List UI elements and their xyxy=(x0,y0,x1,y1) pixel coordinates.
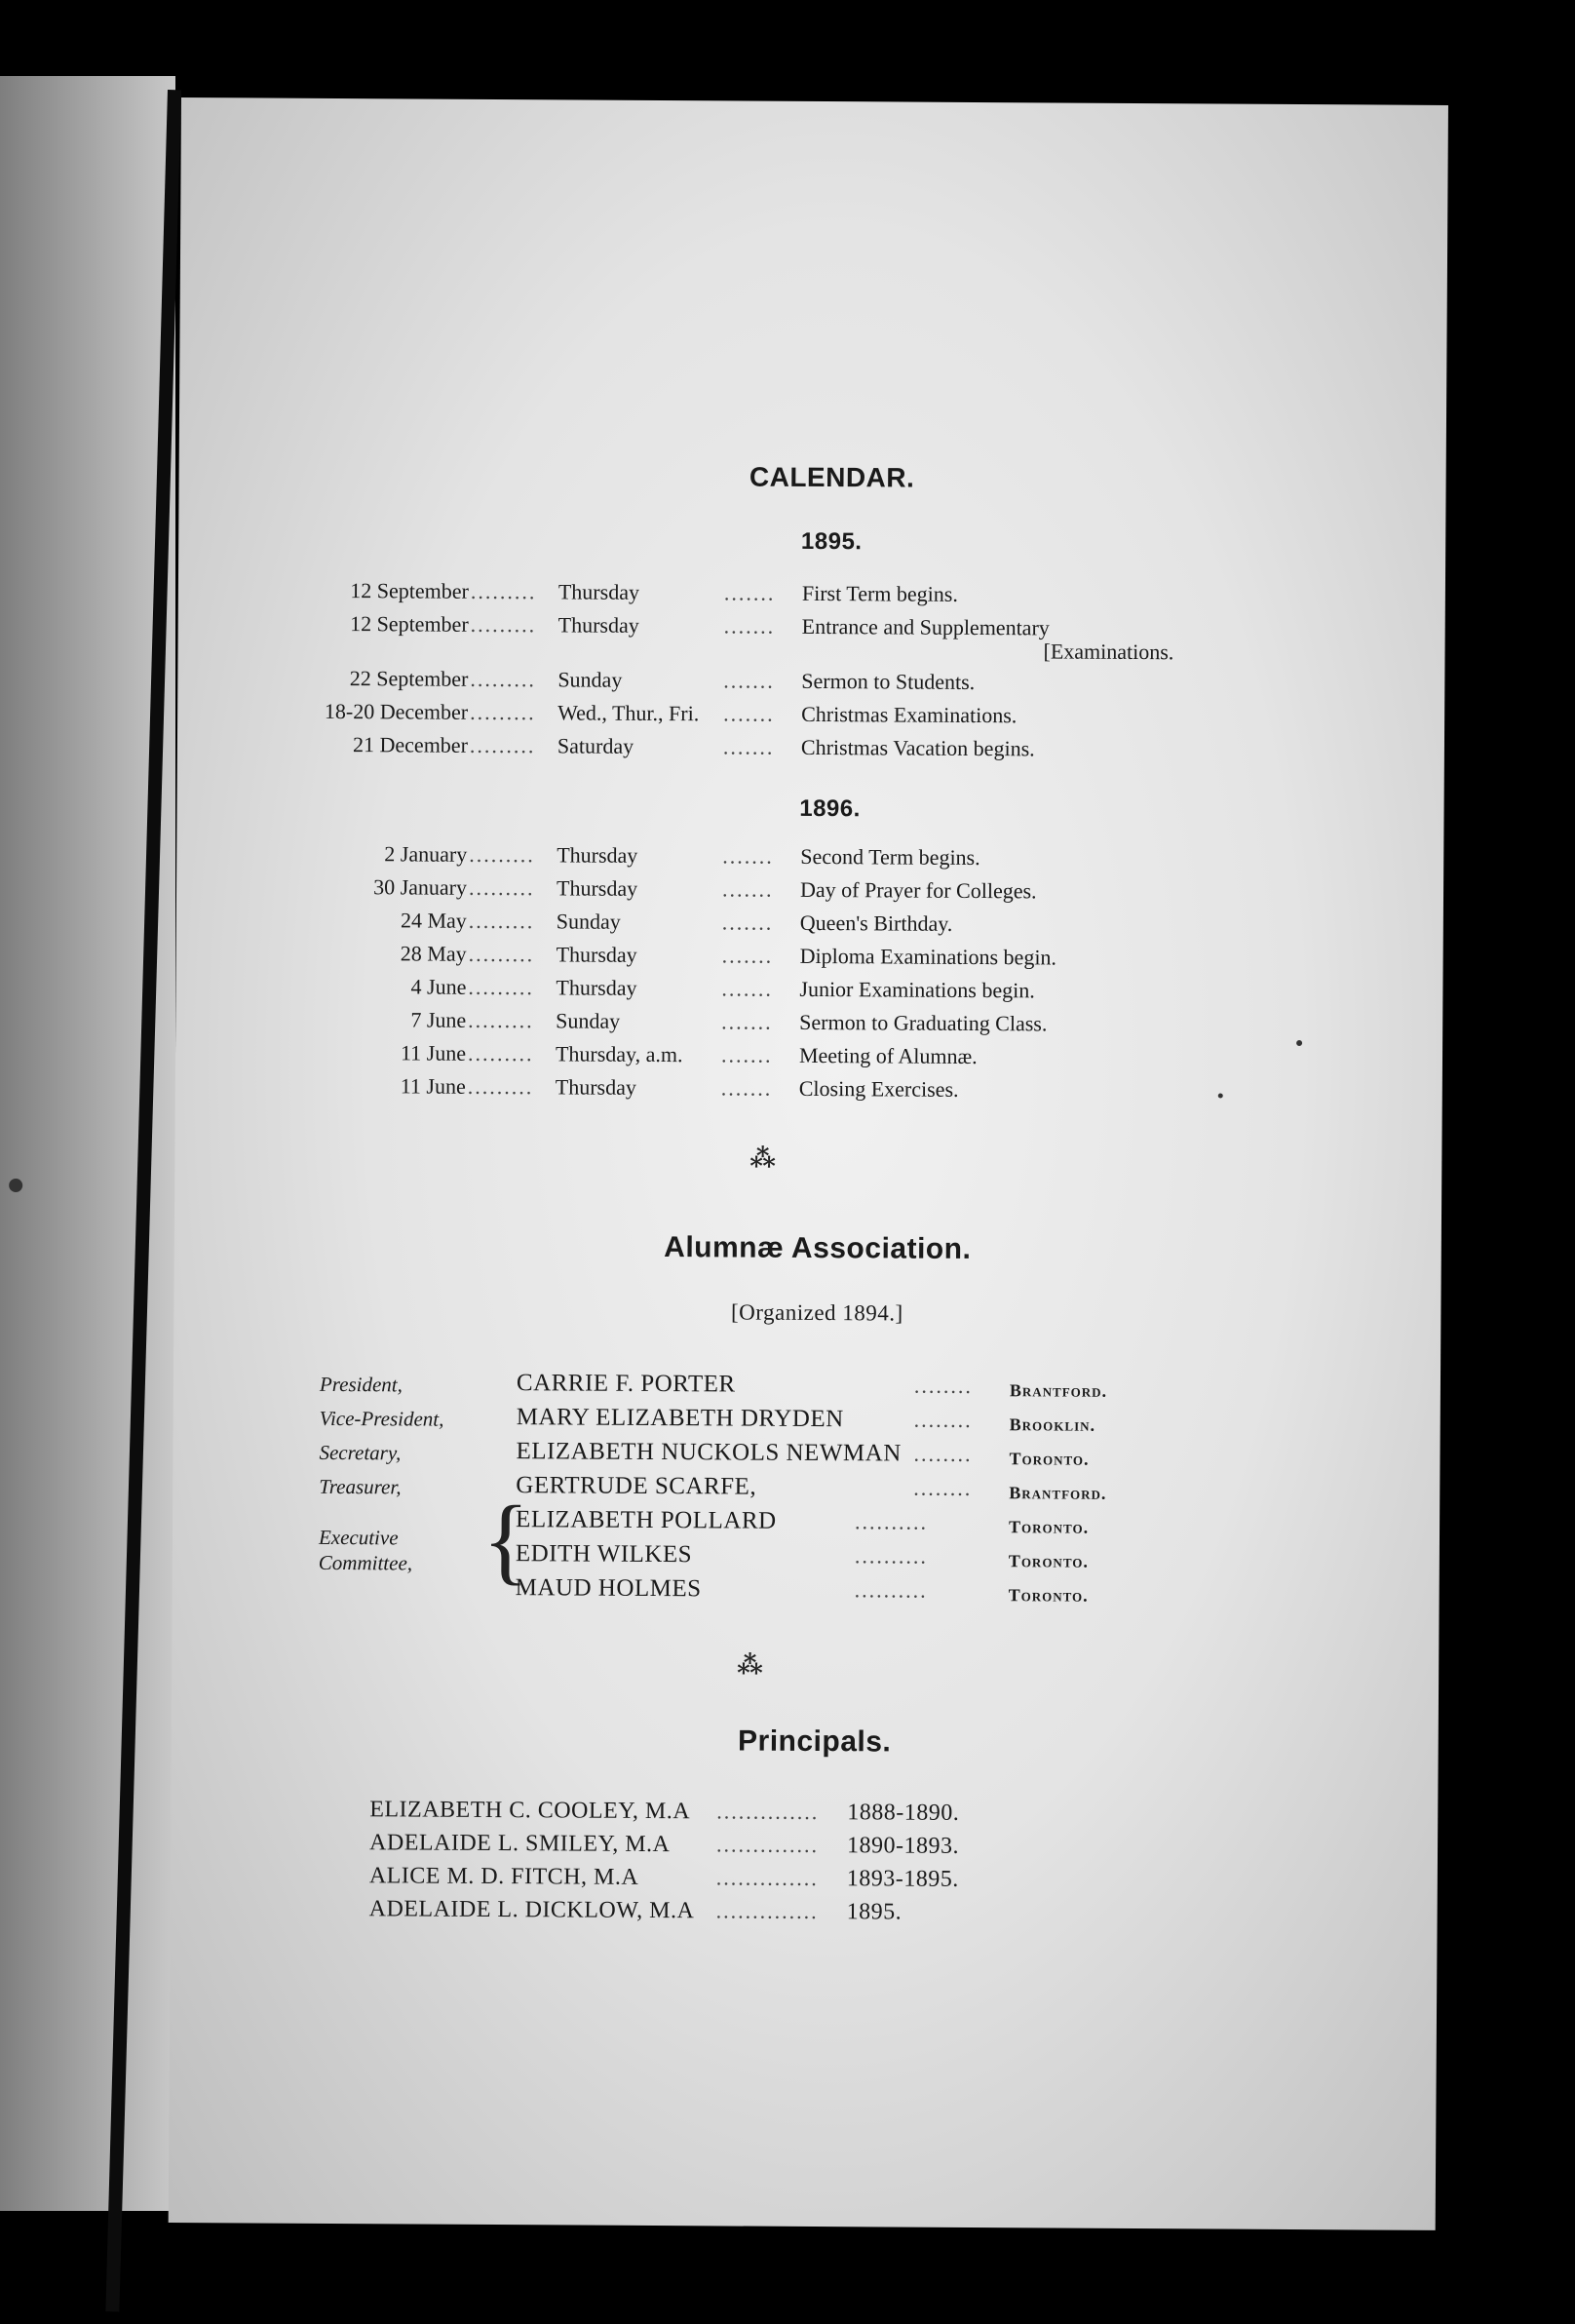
calendar-row xyxy=(175,971,1442,1008)
committee-label-2: Committee, xyxy=(318,1550,413,1575)
committee-town: Toronto. xyxy=(1008,1517,1090,1537)
leader-dots: ....... xyxy=(721,876,774,902)
calendar-event: Junior Examinations begin. xyxy=(799,976,1035,1003)
leader-dots: .............. xyxy=(715,1832,820,1858)
leader-dots: ......... xyxy=(469,732,536,758)
leader-dots: ......... xyxy=(467,1040,534,1066)
calendar-event: Day of Prayer for Colleges. xyxy=(799,876,1037,904)
leader-dots: ....... xyxy=(723,580,776,605)
officer-role: Vice-President, xyxy=(319,1406,444,1431)
committee-town: Toronto. xyxy=(1008,1585,1089,1606)
calendar-row xyxy=(175,1004,1442,1041)
principal-name: ALICE M. D. FITCH, M.A xyxy=(368,1863,639,1890)
committee-name: EDITH WILKES xyxy=(515,1540,693,1569)
leader-dots: ......... xyxy=(468,908,535,934)
page-content xyxy=(169,97,1448,2230)
calendar-day: Sunday xyxy=(556,1008,621,1033)
leader-dots: .............. xyxy=(715,1865,819,1891)
officer-name: GERTRUDE SCARFE, xyxy=(516,1472,757,1500)
leader-dots: ....... xyxy=(723,668,775,693)
calendar-date: 24 May xyxy=(400,908,467,933)
calendar-row xyxy=(178,575,1445,612)
calendar-day: Thursday xyxy=(556,875,638,901)
ornament-divider-2: ⁂ xyxy=(737,1650,763,1680)
principals-title: Principals. xyxy=(737,1724,892,1759)
calendar-row xyxy=(177,729,1444,766)
calendar-event: Christmas Examinations. xyxy=(801,701,1018,728)
committee-row xyxy=(173,1569,1440,1610)
calendar-event: Entrance and Supplementary xyxy=(801,613,1050,640)
calendar-day: Thursday xyxy=(557,579,640,604)
calendar-day: Thursday xyxy=(555,1074,636,1100)
leader-dots: .......... xyxy=(854,1543,928,1569)
officer-role: President, xyxy=(319,1372,403,1397)
calendar-event: Second Term begins. xyxy=(800,843,980,871)
calendar-year-1895: 1895. xyxy=(800,527,863,556)
calendar-day: Sunday xyxy=(557,667,623,692)
calendar-day: Thursday xyxy=(557,612,639,638)
leader-dots: .............. xyxy=(716,1799,820,1825)
principal-years: 1890-1893. xyxy=(846,1833,960,1859)
ornament-divider: ⁂ xyxy=(749,1143,777,1173)
officer-role: Treasurer, xyxy=(319,1474,402,1499)
leader-dots: .............. xyxy=(715,1898,819,1924)
committee-brace-icon: { xyxy=(481,1485,530,1595)
calendar-day: Saturday xyxy=(557,733,634,758)
calendar-day: Thursday xyxy=(557,842,638,868)
calendar-day: Thursday, a.m. xyxy=(555,1041,683,1067)
calendar-date: 12 September xyxy=(350,578,469,603)
calendar-event: Closing Exercises. xyxy=(798,1075,959,1102)
leader-dots: ....... xyxy=(722,734,775,759)
officer-town: Toronto. xyxy=(1009,1449,1090,1469)
calendar-day: Thursday xyxy=(556,942,637,967)
calendar-day: Wed., Thur., Fri. xyxy=(557,700,700,726)
leader-dots: ......... xyxy=(468,1007,534,1033)
calendar-event: First Term begins. xyxy=(801,580,958,606)
calendar-row xyxy=(175,1037,1442,1074)
calendar-date: 11 June xyxy=(400,1073,466,1099)
calendar-event: Queen's Birthday. xyxy=(799,910,953,936)
officer-name: MARY ELIZABETH DRYDEN xyxy=(516,1404,844,1433)
blemish xyxy=(9,1179,22,1192)
calendar-event: Diploma Examinations begin. xyxy=(799,943,1057,970)
leader-dots: ....... xyxy=(721,910,774,935)
calendar-title: CALENDAR. xyxy=(749,461,915,493)
committee-town: Toronto. xyxy=(1008,1551,1089,1571)
leader-dots: ....... xyxy=(720,1075,773,1101)
leader-dots: ......... xyxy=(468,974,535,1000)
leader-dots: ........ xyxy=(913,1407,973,1432)
calendar-date: 18-20 December xyxy=(324,698,469,724)
calendar-event: Christmas Vacation begins. xyxy=(800,734,1035,761)
calendar-row xyxy=(177,663,1444,700)
principal-row xyxy=(171,1891,1438,1932)
officer-name: CARRIE F. PORTER xyxy=(516,1370,736,1398)
calendar-event: Meeting of Alumnæ. xyxy=(798,1042,978,1069)
leader-dots: ....... xyxy=(721,976,774,1001)
leader-dots: ........ xyxy=(913,1441,973,1466)
leader-dots: ........ xyxy=(913,1373,974,1398)
leader-dots: ....... xyxy=(723,701,775,726)
calendar-date: 11 June xyxy=(400,1040,467,1065)
calendar-date: 22 September xyxy=(349,666,469,691)
leader-dots: ....... xyxy=(721,943,774,968)
principal-name: ADELAIDE L. DICKLOW, M.A xyxy=(368,1896,695,1924)
leader-dots: ......... xyxy=(470,578,537,604)
leader-dots: ......... xyxy=(469,841,535,868)
leader-dots: ......... xyxy=(468,874,535,901)
alumnae-title: Alumnæ Association. xyxy=(664,1231,972,1265)
principal-years: 1893-1895. xyxy=(846,1866,959,1892)
calendar-date: 28 May xyxy=(400,941,467,966)
calendar-row xyxy=(177,696,1444,733)
calendar-day: Thursday xyxy=(556,975,637,1000)
leader-dots: ......... xyxy=(470,699,536,725)
calendar-date: 12 September xyxy=(350,611,469,637)
leader-dots: ....... xyxy=(721,1009,773,1034)
calendar-date: 30 January xyxy=(373,874,468,900)
calendar-row xyxy=(176,838,1443,875)
calendar-date: 4 June xyxy=(410,974,467,999)
blemish xyxy=(1296,1040,1302,1046)
calendar-event: Sermon to Graduating Class. xyxy=(799,1009,1048,1036)
calendar-date: 21 December xyxy=(352,732,469,757)
leader-dots: ....... xyxy=(723,613,776,639)
principal-name: ADELAIDE L. SMILEY, M.A xyxy=(368,1830,671,1858)
calendar-date: 2 January xyxy=(384,841,468,867)
document-page xyxy=(169,97,1448,2230)
officer-role: Secretary, xyxy=(319,1440,402,1465)
leader-dots: ......... xyxy=(467,1073,534,1100)
officer-town: Brooklin. xyxy=(1009,1414,1096,1435)
principal-name: ELIZABETH C. COOLEY, M.A xyxy=(369,1797,691,1825)
leader-dots: ......... xyxy=(470,666,536,692)
calendar-row xyxy=(176,905,1443,942)
calendar-row xyxy=(176,938,1443,975)
officer-town: Brantford. xyxy=(1009,1483,1107,1503)
officer-town: Brantford. xyxy=(1009,1380,1108,1401)
committee-name: MAUD HOLMES xyxy=(515,1574,702,1603)
principal-years: 1888-1890. xyxy=(847,1800,960,1826)
calendar-row xyxy=(178,608,1445,645)
leader-dots: .......... xyxy=(854,1577,928,1603)
alumnae-organized: [Organized 1894.] xyxy=(730,1299,903,1326)
leader-dots: .......... xyxy=(855,1509,929,1534)
calendar-date: 7 June xyxy=(410,1007,467,1032)
committee-label-1: Executive xyxy=(318,1525,399,1550)
officer-name: ELIZABETH NUCKOLS NEWMAN xyxy=(516,1438,902,1467)
committee-name: ELIZABETH POLLARD xyxy=(516,1506,777,1534)
blemish xyxy=(1218,1094,1223,1099)
calendar-year-1896: 1896. xyxy=(799,794,861,823)
calendar-row xyxy=(175,1070,1442,1107)
leader-dots: ........ xyxy=(913,1475,973,1500)
calendar-event: Sermon to Students. xyxy=(801,668,976,694)
principal-years: 1895. xyxy=(846,1899,903,1925)
calendar-day: Sunday xyxy=(556,909,621,934)
leader-dots: ....... xyxy=(720,1042,773,1067)
leader-dots: ......... xyxy=(468,941,535,967)
calendar-continuation: [Examinations. xyxy=(1043,639,1174,665)
leader-dots: ....... xyxy=(722,843,774,869)
leader-dots: ......... xyxy=(470,611,537,638)
calendar-row xyxy=(176,872,1443,909)
